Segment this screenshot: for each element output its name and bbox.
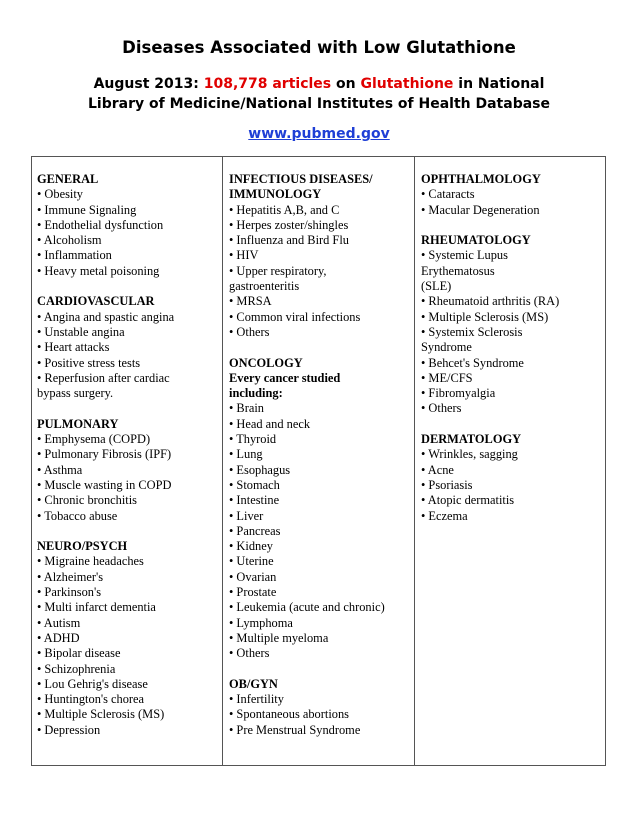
list-item: • Tobacco abuse <box>37 508 118 523</box>
list-item: • Migraine headaches <box>37 554 144 569</box>
list-item: • Parkinson's <box>37 585 102 600</box>
list-item: • Esophagus <box>229 462 291 477</box>
page-title: Diseases Associated with Low Glutathione <box>122 38 516 57</box>
section <box>229 172 411 340</box>
subtitle-mid: on <box>331 76 361 92</box>
section-heading: ONCOLOGY Every cancer studied including: <box>229 355 341 401</box>
list-item: • Heart attacks <box>37 340 110 355</box>
list-item: • Pulmonary Fibrosis (IPF) <box>37 447 172 462</box>
list-item: • Huntington's chorea <box>37 692 145 707</box>
section <box>421 172 601 218</box>
list-item: • Depression <box>37 722 101 737</box>
list-item: • Ovarian <box>229 569 277 584</box>
section <box>37 417 219 524</box>
column-divider-2 <box>414 156 415 766</box>
list-item: • Intestine <box>229 493 280 508</box>
list-item: • Alcoholism <box>37 233 102 248</box>
section <box>229 677 411 738</box>
list-item: • Prostate <box>229 585 277 600</box>
list-item: • Psoriasis <box>421 477 473 492</box>
list-item: • Angina and spastic angina <box>37 309 175 324</box>
section <box>37 539 219 738</box>
list-item: • MRSA <box>229 294 272 309</box>
list-item: • Endothelial dysfunction <box>37 217 164 232</box>
section-heading: DERMATOLOGY <box>421 432 522 447</box>
list-item: • Obesity <box>37 187 83 202</box>
list-item: • Hepatitis A,B, and C <box>229 202 340 217</box>
column-divider-1 <box>222 156 223 766</box>
list-item: • Pre Menstrual Syndrome <box>229 722 361 737</box>
section <box>37 294 219 401</box>
list-item: • Uterine <box>229 554 274 569</box>
list-item: • Stomach <box>229 477 280 492</box>
section-heading: OPHTHALMOLOGY <box>421 172 541 186</box>
list-item: • Lou Gehrig's disease <box>37 676 148 691</box>
list-item: • Atopic dermatitis <box>421 493 515 508</box>
list-item: • Thyroid <box>229 432 277 447</box>
list-item: • Multiple Sclerosis (MS) <box>421 309 549 324</box>
list-item: • Bipolar disease <box>37 646 121 661</box>
list-item: • Inflammation <box>37 248 112 263</box>
column-3 <box>421 172 601 524</box>
subtitle <box>70 74 568 114</box>
list-item: • Spontaneous abortions <box>229 707 349 722</box>
list-item: • Positive stress tests <box>37 355 141 370</box>
list-item: • Others <box>229 646 270 661</box>
list-item: • Influenza and Bird Flu <box>229 233 349 248</box>
article-count: 108,778 articles <box>203 76 332 92</box>
list-item: • Leukemia (acute and chronic) <box>229 600 385 615</box>
list-item: • Immune Signaling <box>37 202 137 217</box>
column-2 <box>229 172 411 738</box>
list-item: • Asthma <box>37 462 83 477</box>
list-item: • Lymphoma <box>229 615 293 630</box>
list-item: • Chronic bronchitis <box>37 493 138 508</box>
section <box>421 432 601 524</box>
list-item: • Macular Degeneration <box>421 202 540 217</box>
list-item: • Autism <box>37 615 81 630</box>
list-item: • Others <box>421 401 462 416</box>
list-item: • Others <box>229 324 270 339</box>
section-heading: PULMONARY <box>37 416 119 431</box>
list-item: • Rheumatoid arthritis (RA) <box>421 294 560 309</box>
section <box>229 356 411 662</box>
list-item: • Common viral infections <box>229 309 361 324</box>
list-item: • Head and neck <box>229 416 311 431</box>
list-item: • Systemic Lupus Erythematosus (SLE) <box>421 248 508 294</box>
section-heading: OB/GYN <box>229 676 278 691</box>
list-item: • HIV <box>229 248 259 263</box>
section-heading: INFECTIOUS DISEASES/ IMMUNOLOGY <box>229 172 373 202</box>
list-item: • Upper respiratory, gastroenteritis <box>229 263 327 294</box>
list-item: • Liver <box>229 508 264 523</box>
list-item: • Fibromyalgia <box>421 386 496 401</box>
subtitle-prefix: August 2013: <box>93 76 204 92</box>
list-item: • Multi infarct dementia <box>37 600 156 615</box>
list-item: • Multiple myeloma <box>229 630 329 645</box>
list-item: • Pancreas <box>229 523 281 538</box>
section-heading: CARDIOVASCULAR <box>37 294 155 309</box>
list-item: • Muscle wasting in COPD <box>37 477 172 492</box>
section-heading: RHEUMATOLOGY <box>421 233 531 248</box>
section <box>421 233 601 417</box>
subtitle-suffix: in National Library of Medicine/National Institutes of Health Database <box>88 76 550 112</box>
list-item: • Schizophrenia <box>37 661 116 676</box>
list-item: • ADHD <box>37 630 80 645</box>
list-item: • Reperfusion after cardiac bypass surgery. <box>37 370 170 401</box>
list-item: • Kidney <box>229 539 273 554</box>
list-item: • Behcet's Syndrome <box>421 355 524 370</box>
list-item: • Herpes zoster/shingles <box>229 217 349 232</box>
list-item: • Multiple Sclerosis (MS) <box>37 707 165 722</box>
pubmed-link[interactable]: www.pubmed.gov <box>248 126 390 142</box>
list-item: • Acne <box>421 462 454 477</box>
section-heading: NEURO/PSYCH <box>37 539 128 554</box>
list-item: • Wrinkles, sagging <box>421 447 518 462</box>
list-item: • Lung <box>229 447 263 462</box>
column-1 <box>37 172 219 738</box>
list-item: • Infertility <box>229 692 284 707</box>
list-item: • Systemix Sclerosis Syndrome <box>421 324 523 355</box>
list-item: • ME/CFS <box>421 370 473 385</box>
section <box>37 172 219 279</box>
list-item: • Emphysema (COPD) <box>37 432 151 447</box>
list-item: • Cataracts <box>421 187 475 202</box>
list-item: • Heavy metal poisoning <box>37 263 160 278</box>
section-heading: GENERAL <box>37 172 99 186</box>
keyword: Glutathione <box>360 76 454 92</box>
list-item: • Brain <box>229 401 264 416</box>
list-item: • Alzheimer's <box>37 569 104 584</box>
list-item: • Eczema <box>421 508 468 523</box>
list-item: • Unstable angina <box>37 324 125 339</box>
